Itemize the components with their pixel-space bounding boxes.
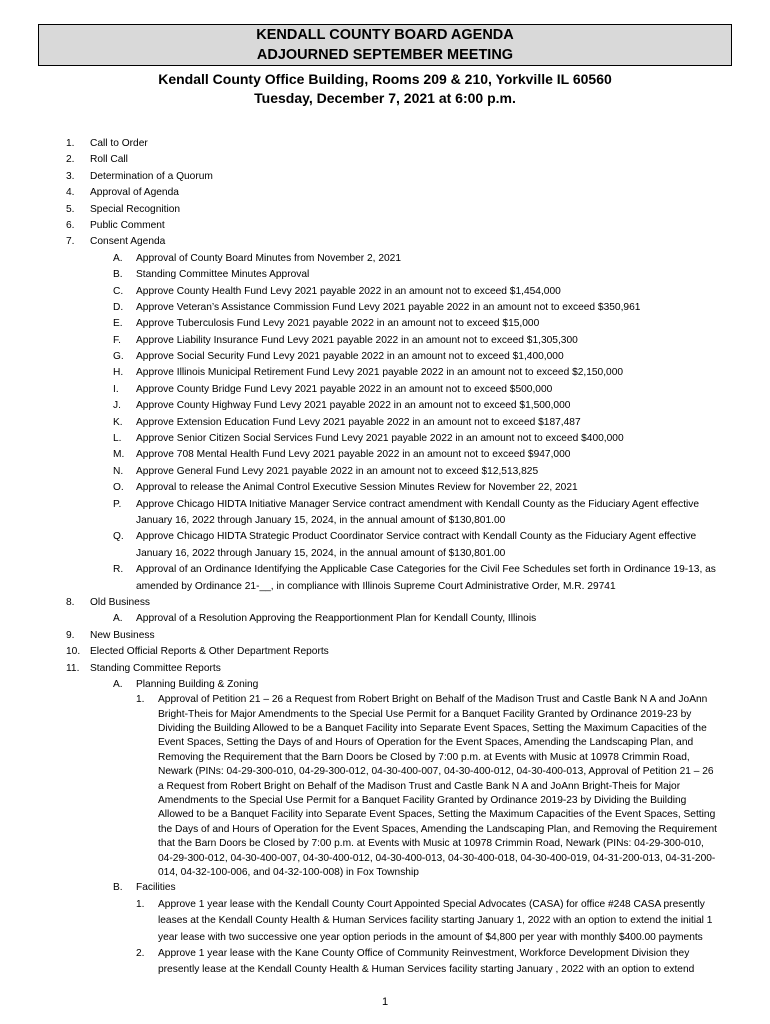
agenda-line — [0, 497, 770, 513]
agenda-item-number: 6. — [66, 219, 75, 231]
agenda-item-text: Approve Illinois Municipal Retirement Fund Levy 2021 payable 2022 in an amount not to exceed $2,150,000 — [136, 367, 624, 379]
meeting-type: ADJOURNED SEPTEMBER MEETING — [256, 47, 514, 63]
agenda-item-text: Event Spaces, Setting the Days of and Hours of Operation for the Event Spaces, Amending the Landscaping Plan, and — [158, 737, 694, 749]
agenda-line — [0, 852, 770, 866]
agenda-item-text: Approval of an Ordinance Identifying the Applicable Case Categories for the Civil Fee Schedules set forth in Ordinance 19-13, as — [136, 564, 716, 576]
agenda-line — [0, 185, 770, 201]
agenda-line — [0, 546, 770, 562]
agenda-item-text: Approval of Petition 21 – 26 a Request from Robert Bright on Behalf of the Madison Trust and Castle Bank N A and JoAnn — [158, 694, 708, 706]
page-number: 1 — [381, 996, 389, 1008]
agenda-item-text: Bright-Theis for Major Amendments to the Special Use Permit for a Banquet Facility Granted by Ordinance 2019-23 by — [158, 708, 692, 720]
agenda-item-number: 1. — [136, 898, 145, 910]
agenda-line — [0, 808, 770, 822]
agenda-item-number: 1. — [66, 138, 75, 149]
agenda-line — [0, 930, 770, 946]
agenda-item-number: I. — [113, 383, 119, 395]
agenda-list — [0, 136, 770, 979]
agenda-item-text: Consent Agenda — [90, 236, 166, 248]
agenda-item-number: L. — [113, 433, 122, 445]
agenda-item-text: a Request from Robert Bright on Behalf of the Madison Trust and Castle Bank N A and JoAnn Bright-Theis for Major — [158, 780, 681, 792]
agenda-item-text: Facilities — [136, 882, 176, 894]
agenda-item-number: H. — [113, 367, 124, 379]
agenda-item-number: A. — [113, 678, 123, 690]
agenda-line — [0, 794, 770, 808]
agenda-line — [0, 661, 770, 677]
agenda-line — [0, 897, 770, 913]
agenda-line — [0, 398, 770, 414]
agenda-item-number: 7. — [66, 236, 75, 248]
agenda-line — [0, 595, 770, 611]
agenda-item-text: Approval of a Resolution Approving the Reapportionment Plan for Kendall County, Illinois — [136, 613, 537, 625]
agenda-item-text: Approve Liability Insurance Fund Levy 2021 payable 2022 in an amount not to exceed $1,305,300 — [136, 334, 578, 346]
agenda-item-number: 10. — [66, 646, 81, 658]
agenda-line — [0, 513, 770, 529]
agenda-line — [0, 823, 770, 837]
agenda-item-number: F. — [113, 334, 121, 346]
agenda-item-text: Approve 1 year lease with the Kendall County Court Appointed Special Advocates (CASA) for office #248 CASA presently — [158, 898, 705, 910]
agenda-item-text: January 16, 2022 through January 15, 2024, in the annual amount of $130,801.00 — [136, 547, 506, 559]
agenda-line — [0, 349, 770, 365]
agenda-item-number: 2. — [66, 154, 75, 166]
agenda-line — [0, 880, 770, 896]
agenda-item-number: M. — [113, 449, 125, 461]
agenda-item-number: P. — [113, 498, 122, 510]
agenda-line — [0, 962, 770, 978]
agenda-item-number: J. — [113, 400, 121, 412]
agenda-item-number: R. — [113, 564, 124, 576]
agenda-item-text: Approve 1 year lease with the Kane County Office of Community Reinvestment, Workforce Development Division they — [158, 947, 690, 959]
agenda-item-text: Newark (PINs: 04-29-300-010, 04-29-300-012, 04-30-400-007, 04-30-400-012, 04-30-400-013, Approval of Petition 21 – 26 — [158, 766, 714, 778]
agenda-item-text: Approval of County Board Minutes from November 2, 2021 — [136, 252, 402, 264]
agenda-item-text: amended by Ordinance 21-__, in compliance with Illinois Supreme Court Administrative Order, M.R. 29741 — [136, 580, 616, 592]
agenda-line — [0, 431, 770, 447]
agenda-line — [0, 736, 770, 750]
agenda-item-text: Approve County Bridge Fund Levy 2021 payable 2022 in an amount not to exceed $500,000 — [136, 383, 553, 395]
agenda-item-number: 11. — [66, 662, 80, 674]
agenda-line — [0, 708, 770, 722]
agenda-line — [0, 611, 770, 627]
agenda-item-text: Approve County Highway Fund Levy 2021 payable 2022 in an amount not to exceed $1,500,000 — [136, 400, 571, 412]
agenda-item-text: Old Business — [90, 596, 151, 608]
agenda-item-text: presently lease at the Kendall County Health & Human Services facility starting January , 2022 with an option to extend — [158, 964, 695, 976]
meeting-location: Kendall County Office Building, Rooms 209 & 210, Yorkville IL 60560 — [158, 71, 612, 87]
agenda-item-text: leases at the Kendall County Health & Human Services facility starting January 1, 2022 with an option to extend the initial 1 — [158, 915, 713, 927]
agenda-item-text: 04-29-300-012, 04-30-400-007, 04-30-400-012, 04-30-400-013, 04-30-400-018, 04-30-400-019, 04-31-200-013, 04-31-200- — [158, 852, 716, 864]
agenda-line — [0, 480, 770, 496]
agenda-line — [0, 677, 770, 693]
agenda-line — [0, 529, 770, 545]
agenda-item-text: Dividing the Building Allowed to be a Banquet Facility into Separate Event Spaces, Setting the Maximum Capacities of the — [158, 723, 707, 735]
agenda-item-number: 5. — [66, 203, 75, 215]
agenda-line — [0, 152, 770, 168]
agenda-line — [0, 382, 770, 398]
agenda-line — [0, 333, 770, 349]
agenda-line — [0, 251, 770, 267]
agenda-item-text: Removing the Requirement that the Barn Doors be Closed by 7:00 p.m. at Events with Music at 10978 Crimmin Road, — [158, 751, 690, 763]
agenda-item-text: Approve Chicago HIDTA Strategic Product Coordinator Service contract with Kendall County as the Fiduciary Agent effective — [136, 531, 697, 543]
meeting-datetime: Tuesday, December 7, 2021 at 6:00 p.m. — [254, 90, 516, 106]
agenda-line — [0, 722, 770, 736]
agenda-line — [0, 644, 770, 660]
agenda-item-text: Allowed to be a Banquet Facility into Separate Event Spaces, Setting the Maximum Capacities of the Event Spaces, Setting — [158, 809, 716, 821]
agenda-line — [0, 218, 770, 234]
agenda-line — [0, 415, 770, 431]
agenda-line — [0, 169, 770, 185]
agenda-item-text: Public Comment — [90, 219, 165, 231]
agenda-title-box — [38, 24, 732, 66]
agenda-item-text: Approve 708 Mental Health Fund Levy 2021 payable 2022 in an amount not to exceed $947,000 — [136, 449, 571, 461]
agenda-item-text: Approve Extension Education Fund Levy 2021 payable 2022 in an amount not to exceed $187,487 — [136, 416, 581, 428]
agenda-line — [0, 562, 770, 578]
agenda-item-text: Standing Committee Reports — [90, 662, 221, 674]
agenda-item-text: Approval of Agenda — [90, 187, 179, 199]
agenda-item-number: 2. — [136, 947, 145, 959]
agenda-line — [0, 837, 770, 851]
agenda-item-number: 1. — [136, 694, 145, 706]
agenda-line — [0, 267, 770, 283]
agenda-item-text: year lease with two successive one year option periods in the amount of $4,800 per year with monthly $400.00 payments — [158, 931, 703, 943]
agenda-item-number: A. — [113, 613, 123, 625]
agenda-line — [0, 866, 770, 880]
agenda-item-number: Q. — [113, 531, 124, 543]
agenda-item-number: 9. — [66, 629, 75, 641]
agenda-item-number: B. — [113, 882, 123, 894]
agenda-line — [0, 447, 770, 463]
agenda-title: KENDALL COUNTY BOARD AGENDA — [256, 27, 514, 43]
agenda-item-text: January 16, 2022 through January 15, 2024, in the annual amount of $130,801.00 — [136, 514, 506, 526]
agenda-line — [0, 136, 770, 152]
agenda-line — [0, 751, 770, 765]
agenda-item-text: Approve Senior Citizen Social Services Fund Levy 2021 payable 2022 in an amount not to exceed $400,000 — [136, 433, 624, 445]
agenda-item-text: 014, 04-32-100-006, and 04-32-100-008) in Fox Township — [158, 866, 419, 878]
agenda-item-number: E. — [113, 318, 123, 330]
agenda-line — [0, 693, 770, 707]
agenda-item-text: Approve Social Security Fund Levy 2021 payable 2022 in an amount not to exceed $1,400,000 — [136, 351, 564, 363]
agenda-line — [0, 464, 770, 480]
agenda-item-number: 4. — [66, 187, 75, 199]
agenda-item-text: Elected Official Reports & Other Department Reports — [90, 646, 329, 658]
agenda-line — [0, 765, 770, 779]
agenda-item-text: Roll Call — [90, 154, 128, 166]
agenda-line — [0, 913, 770, 929]
agenda-line — [0, 316, 770, 332]
agenda-item-number: N. — [113, 465, 124, 477]
agenda-line — [0, 579, 770, 595]
agenda-item-text: Call to Order — [90, 138, 148, 149]
agenda-item-number: K. — [113, 416, 123, 428]
agenda-line — [0, 202, 770, 218]
agenda-item-text: the Days of and Hours of Operation for the Event Spaces, Amending the Landscaping Plan, and Removing the Requirement — [158, 823, 717, 835]
agenda-item-text: Standing Committee Minutes Approval — [136, 269, 310, 281]
agenda-item-text: Approve Chicago HIDTA Initiative Manager Service contract amendment with Kendall County as the Fiduciary Agent effective — [136, 498, 700, 510]
agenda-line — [0, 628, 770, 644]
agenda-item-text: Amendments to the Special Use Permit for a Banquet Facility Granted by Ordinance 2019-23 by Dividing the Building — [158, 795, 687, 807]
agenda-line — [0, 946, 770, 962]
agenda-line — [0, 780, 770, 794]
agenda-item-text: Determination of a Quorum — [90, 170, 213, 182]
agenda-item-number: A. — [113, 252, 123, 264]
agenda-item-text: Approve General Fund Levy 2021 payable 2022 in an amount not to exceed $12,513,825 — [136, 465, 539, 477]
agenda-item-number: 8. — [66, 596, 75, 608]
agenda-item-text: New Business — [90, 629, 155, 641]
agenda-line — [0, 365, 770, 381]
agenda-item-text: Planning Building & Zoning — [136, 678, 259, 690]
agenda-item-number: B. — [113, 269, 123, 281]
agenda-item-number: O. — [113, 482, 124, 494]
agenda-item-text: Approve Veteran’s Assistance Commission Fund Levy 2021 payable 2022 in an amount not to exceed $350,961 — [136, 301, 641, 313]
agenda-line — [0, 234, 770, 250]
agenda-item-text: Approve County Health Fund Levy 2021 payable 2022 in an amount not to exceed $1,454,000 — [136, 285, 561, 297]
agenda-item-number: D. — [113, 301, 124, 313]
agenda-item-text: Approve Tuberculosis Fund Levy 2021 payable 2022 in an amount not to exceed $15,000 — [136, 318, 540, 330]
agenda-item-number: G. — [113, 351, 124, 363]
agenda-line — [0, 300, 770, 316]
agenda-item-number: C. — [113, 285, 124, 297]
agenda-line — [0, 284, 770, 300]
agenda-item-number: 3. — [66, 170, 75, 182]
agenda-item-text: Approval to release the Animal Control Executive Session Minutes Review for November 22, 2021 — [136, 482, 578, 494]
agenda-item-text: Special Recognition — [90, 203, 181, 215]
agenda-item-text: that the Barn Doors be Closed by 7:00 p.m. at Events with Music at 10978 Crimmin Road, Newark (PINs: 04-29-300-010, — [158, 838, 704, 850]
